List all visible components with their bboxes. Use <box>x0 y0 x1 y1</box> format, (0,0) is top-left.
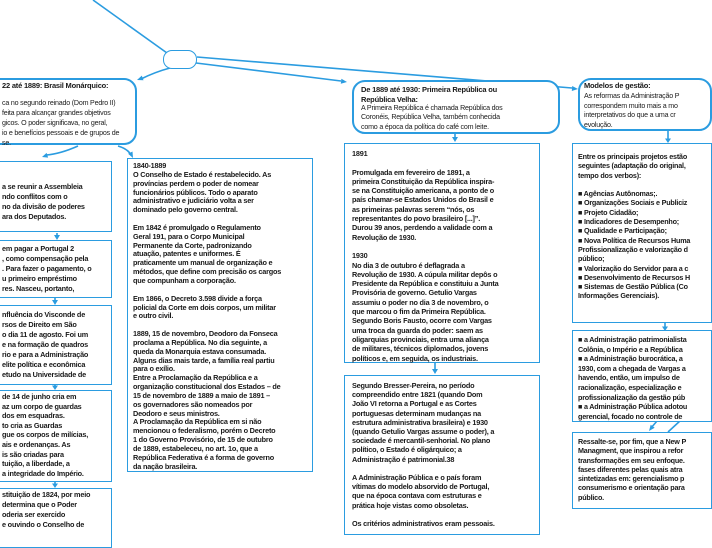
edge-root-to-monarquico <box>141 68 170 79</box>
assembleia-body: a se reunir a Assembleia ndo conflitos com o no da divisão de poderes ara dos Deputados. <box>2 182 85 221</box>
constituicao-1891-body: 1891 Promulgada em fevereiro de 1891, a primeira Constituição da República inspira- se na Constituição americana, a ponto de o país chamar-se Estados Unidos do Brasil e as primeiras palavras serem “nós, os representantes do povo brasileiro [...]”. Durou 39 anos, perdendo a validade com a Revolução de 1930. 1930 No dia 3 de outubro é deflagrada a Revolução de 1930. A cúpula militar depôs o Presidente da República e constituiu a Junta Provisória de governo. Getulio Vargas assumiu o poder no dia 3 de novembro, o que marcou o fim da Primeira República. Segundo Boris Fausto, ocorre com Vargas uma troca da guarda do poder: saem as oligarquias provinciais, entra uma aliança de militares, técnicos diplomados, jovens políticos e, em seguida, os industriais. <box>352 149 499 363</box>
primeira-republica-title: De 1889 até 1930: Primeira República ou República Velha: <box>361 85 498 104</box>
pagamento-portugal-body: em pagar a Portugal 2 , como compensação pela . Para fazer o pagamento, o u primeiro empréstimo res. Nasceu, portanto, <box>2 244 92 293</box>
bresser-pereira-body: Segundo Bresser-Pereira, no período compreendido entre 1821 (quando Dom João VI retorna a Portugal e as Cortes portuguesas determinam mudanças na estrutura administrativa brasileira) e 1930 (quando Getulio Vargas assume o poder), a sociedade é mercantil-senhorial. No plano político, o Estado é oligárquico; a Administração é patrimonial.38 A Administração Pública e o país foram vítimas do modelo absorvido de Portugal, que na época contava com estruturas e prática hoje vistas como obsoletas. Os critérios administrativos eram pessoais. <box>352 381 495 529</box>
guardas-body: de 14 de junho cria em az um corpo de guardas dos em esquadras. to cria as Guardas gue os corpos de milícias, ais e ordenanças. As is são criadas para tuição, a liberdade, a a integridade do Império. <box>2 392 89 478</box>
arrowhead <box>341 79 347 84</box>
constituicao-1824-body: stituição de 1824, por meio determina que o Poder oderia ser exercido e ouvindo o Conselho de <box>2 490 91 529</box>
arrowhead <box>452 137 458 142</box>
conselho-estado-body: 1840-1889 O Conselho de Estado é restabelecido. As províncias perdem o poder de nomear funcionários públicos. Todo o aparato administrativo e judiciário volta a ser dominado pelo governo central. Em 1842 é promulgado o Regulamento Geral 191, para o Corpo Municipal Permanente da Corte, padronizando atuação, patentes e uniformes. É praticamente um manual de organização e métodos, que define com precisão os cargos que compunham a corporação. Em 1866, o Decreto 3.598 divide a força policial da Corte em dois corpos, um militar e outro civil. 1889, 15 de novembro, Deodoro da Fonseca proclama a República. No dia seguinte, a queda da Monarquia estava consumada. Alguns dias mais tarde, a família real partiu para o exílio. Entre a Proclamação da República e a organização constitucional dos Estados – de 15 de novembro de 1889 a maio de 1891 – os governadores são nomeados por Deodoro e seus ministros. A Proclamação da República em si não mencionou o federalismo, porém o Decreto 1 do Governo Provisório, de 15 de outubro de 1889, estabeleceu, no art. 1o, que a República Federativa é a forma de governo da nação brasileira. <box>133 161 282 471</box>
arrowhead <box>432 369 438 374</box>
administracao-fases-body: ■ a Administração patrimonialista Colônia, o Império e a República ■ a Administração burocrática, a 1930, com a chegada de Vargas a havendo, então, um impulso de racionalização, especialização e profissionalização da gestão púb ■ a Administração Pública adotou gerencial, focado no controle de <box>578 335 688 421</box>
edge-root-to-offscreen-left <box>93 0 167 53</box>
modelos-gestao-body: As reformas da Administração P correspondem muito mais a mo interpretativos do que a uma cr evolução. <box>584 92 680 129</box>
root-node[interactable] <box>163 50 197 69</box>
monarquico-body: ca no segundo reinado (Dom Pedro II) feita para alcançar grandes objetivos gicos. O poder significava, no geral, io e benefícios pessoais e de grupos de se. <box>2 99 120 147</box>
new-public-management-body: Ressalte-se, por fim, que a New P Managment, que inspirou a refor transformações em seu enfoque. fases diferentes pelas quais atra sintetizadas em: gerencialismo p consumerismo e orientação para público. <box>578 437 687 502</box>
arrowhead <box>42 153 48 158</box>
monarquico-title: 22 até 1889: Brasil Monárquico: <box>2 81 109 90</box>
primeira-republica-body: A Primeira República é chamada República dos Coronéis, República Velha, também conhecida como a época da política do café com leite. <box>361 104 503 131</box>
arrowhead <box>137 76 144 81</box>
edge-root-to-primeira-republica <box>196 63 341 81</box>
modelos-gestao-title: Modelos de gestão: <box>584 81 651 90</box>
cursos-direito-body: nfluência do Visconde de rsos de Direito em São o dia 11 de agosto. Foi um e na formação de quadros rio e para a Administração elite política e econômica etudo na Universidade de <box>2 310 89 379</box>
projetos-body: Entre os principais projetos estão seguintes (adaptação do original, tempo dos verbos): ■ Agências Autônomas;. ■ Organizações Sociais e Publiciz ■ Projeto Cidadão; ■ Indicadores de Desempenho; ■ Qualidade e Participação; ■ Nova Política de Recursos Huma Profissionalização e valorização d público; ■ Valorização do Servidor para a c ■ Desenvolvimento de Recursos H ■ Sistemas de Gestão Pública (Co Informações Gerenciais). <box>578 152 691 301</box>
